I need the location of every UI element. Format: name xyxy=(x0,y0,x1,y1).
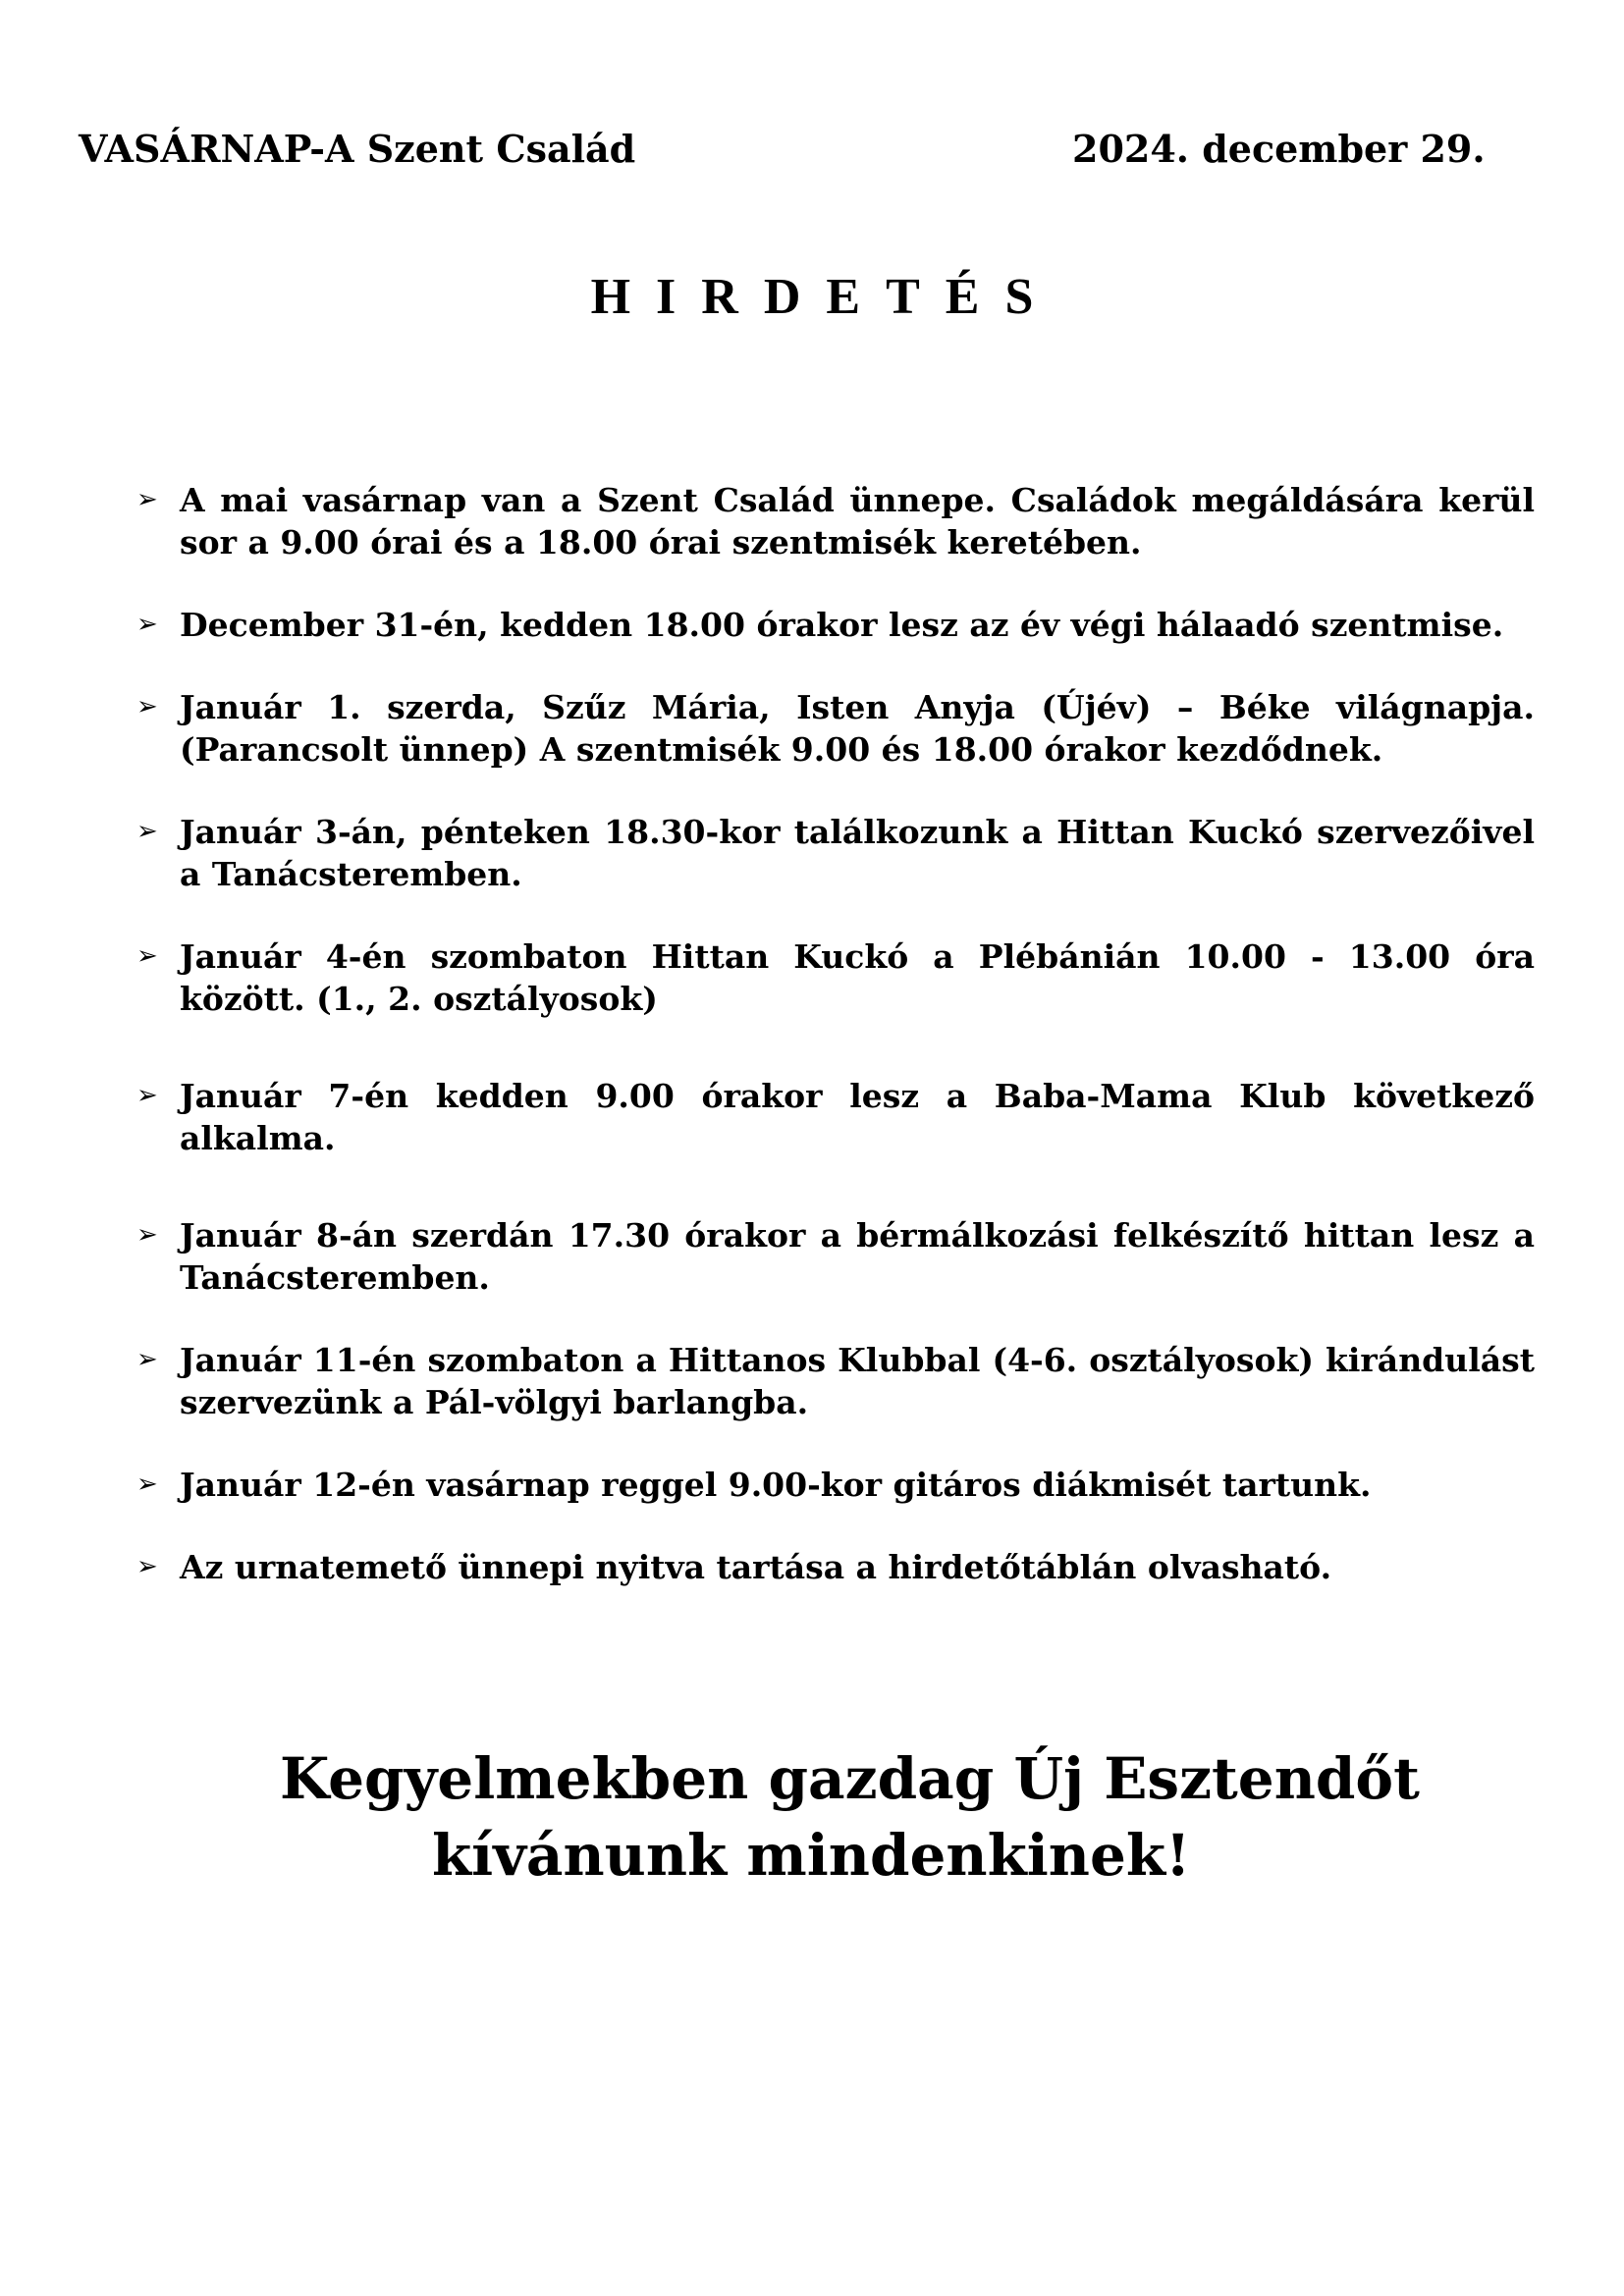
page-title: HIRDETÉS xyxy=(590,269,1059,325)
list-item xyxy=(136,811,1535,895)
list-item xyxy=(136,935,1535,1020)
list-item-text: Január 8-án szerdán 17.30 órakor a bérmálkozási felkészítő hittan lesz a Tanácsteremben. xyxy=(180,1216,1535,1297)
arrowhead-bullet-icon: ➢ xyxy=(136,1469,158,1499)
arrowhead-bullet-icon: ➢ xyxy=(136,485,158,514)
arrowhead-bullet-icon: ➢ xyxy=(136,1220,158,1250)
closing-line-1: Kegyelmekben gazdag Új Esztendőt xyxy=(280,1745,1420,1812)
arrowhead-bullet-icon: ➢ xyxy=(136,1345,158,1374)
arrowhead-bullet-icon: ➢ xyxy=(136,610,158,639)
list-item xyxy=(136,479,1535,563)
arrowhead-bullet-icon: ➢ xyxy=(136,692,158,721)
list-item xyxy=(136,1464,1535,1506)
list-item xyxy=(136,686,1535,771)
list-item xyxy=(136,1214,1535,1299)
arrowhead-bullet-icon: ➢ xyxy=(136,941,158,971)
list-item-text: Január 7-én kedden 9.00 órakor lesz a Baba-Mama Klub következő alkalma. xyxy=(180,1077,1535,1157)
header-date: 2024. december 29. xyxy=(1072,127,1486,171)
arrowhead-bullet-icon: ➢ xyxy=(136,1081,158,1110)
closing-greeting xyxy=(0,1740,1624,1894)
list-item xyxy=(136,1075,1535,1159)
list-item-text: Január 11-én szombaton a Hittanos Klubbal (4-6. osztályosok) kirándulást szervezünk a Pál-völgyi barlangba. xyxy=(180,1341,1535,1421)
list-item-text: Január 3-án, pénteken 18.30-kor találkozunk a Hittan Kuckó szervezőivel a Tanácsteremben. xyxy=(180,813,1535,893)
list-item-text: December 31-én, kedden 18.00 órakor lesz az év végi hálaadó szentmise. xyxy=(180,606,1504,644)
list-item-text: Január 12-én vasárnap reggel 9.00-kor gitáros diákmisét tartunk. xyxy=(180,1466,1372,1504)
list-item xyxy=(136,1546,1535,1588)
arrowhead-bullet-icon: ➢ xyxy=(136,1552,158,1581)
list-item-text: Január 1. szerda, Szűz Mária, Isten Anyja (Újév) – Béke világnapja. (Parancsolt ünnep) A szentmisék 9.00 és 18.00 órakor kezdődnek. xyxy=(180,688,1535,769)
arrowhead-bullet-icon: ➢ xyxy=(136,817,158,846)
list-item-text: Az urnatemető ünnepi nyitva tartása a hirdetőtáblán olvasható. xyxy=(180,1548,1332,1586)
closing-line-2: kívánunk mindenkinek! xyxy=(432,1822,1191,1889)
list-item-text: Január 4-én szombaton Hittan Kuckó a Plébánián 10.00 - 13.00 óra között. (1., 2. osztályosok) xyxy=(180,937,1535,1018)
announcement-list xyxy=(136,479,1535,1588)
list-item xyxy=(136,604,1535,646)
header xyxy=(79,125,1502,174)
list-item xyxy=(136,1339,1535,1423)
list-item-text: A mai vasárnap van a Szent Család ünnepe. Családok megáldására kerül sor a 9.00 órai és a 18.00 órai szentmisék keretében. xyxy=(180,481,1535,561)
header-sunday-title: VASÁRNAP-A Szent Család xyxy=(79,127,636,171)
